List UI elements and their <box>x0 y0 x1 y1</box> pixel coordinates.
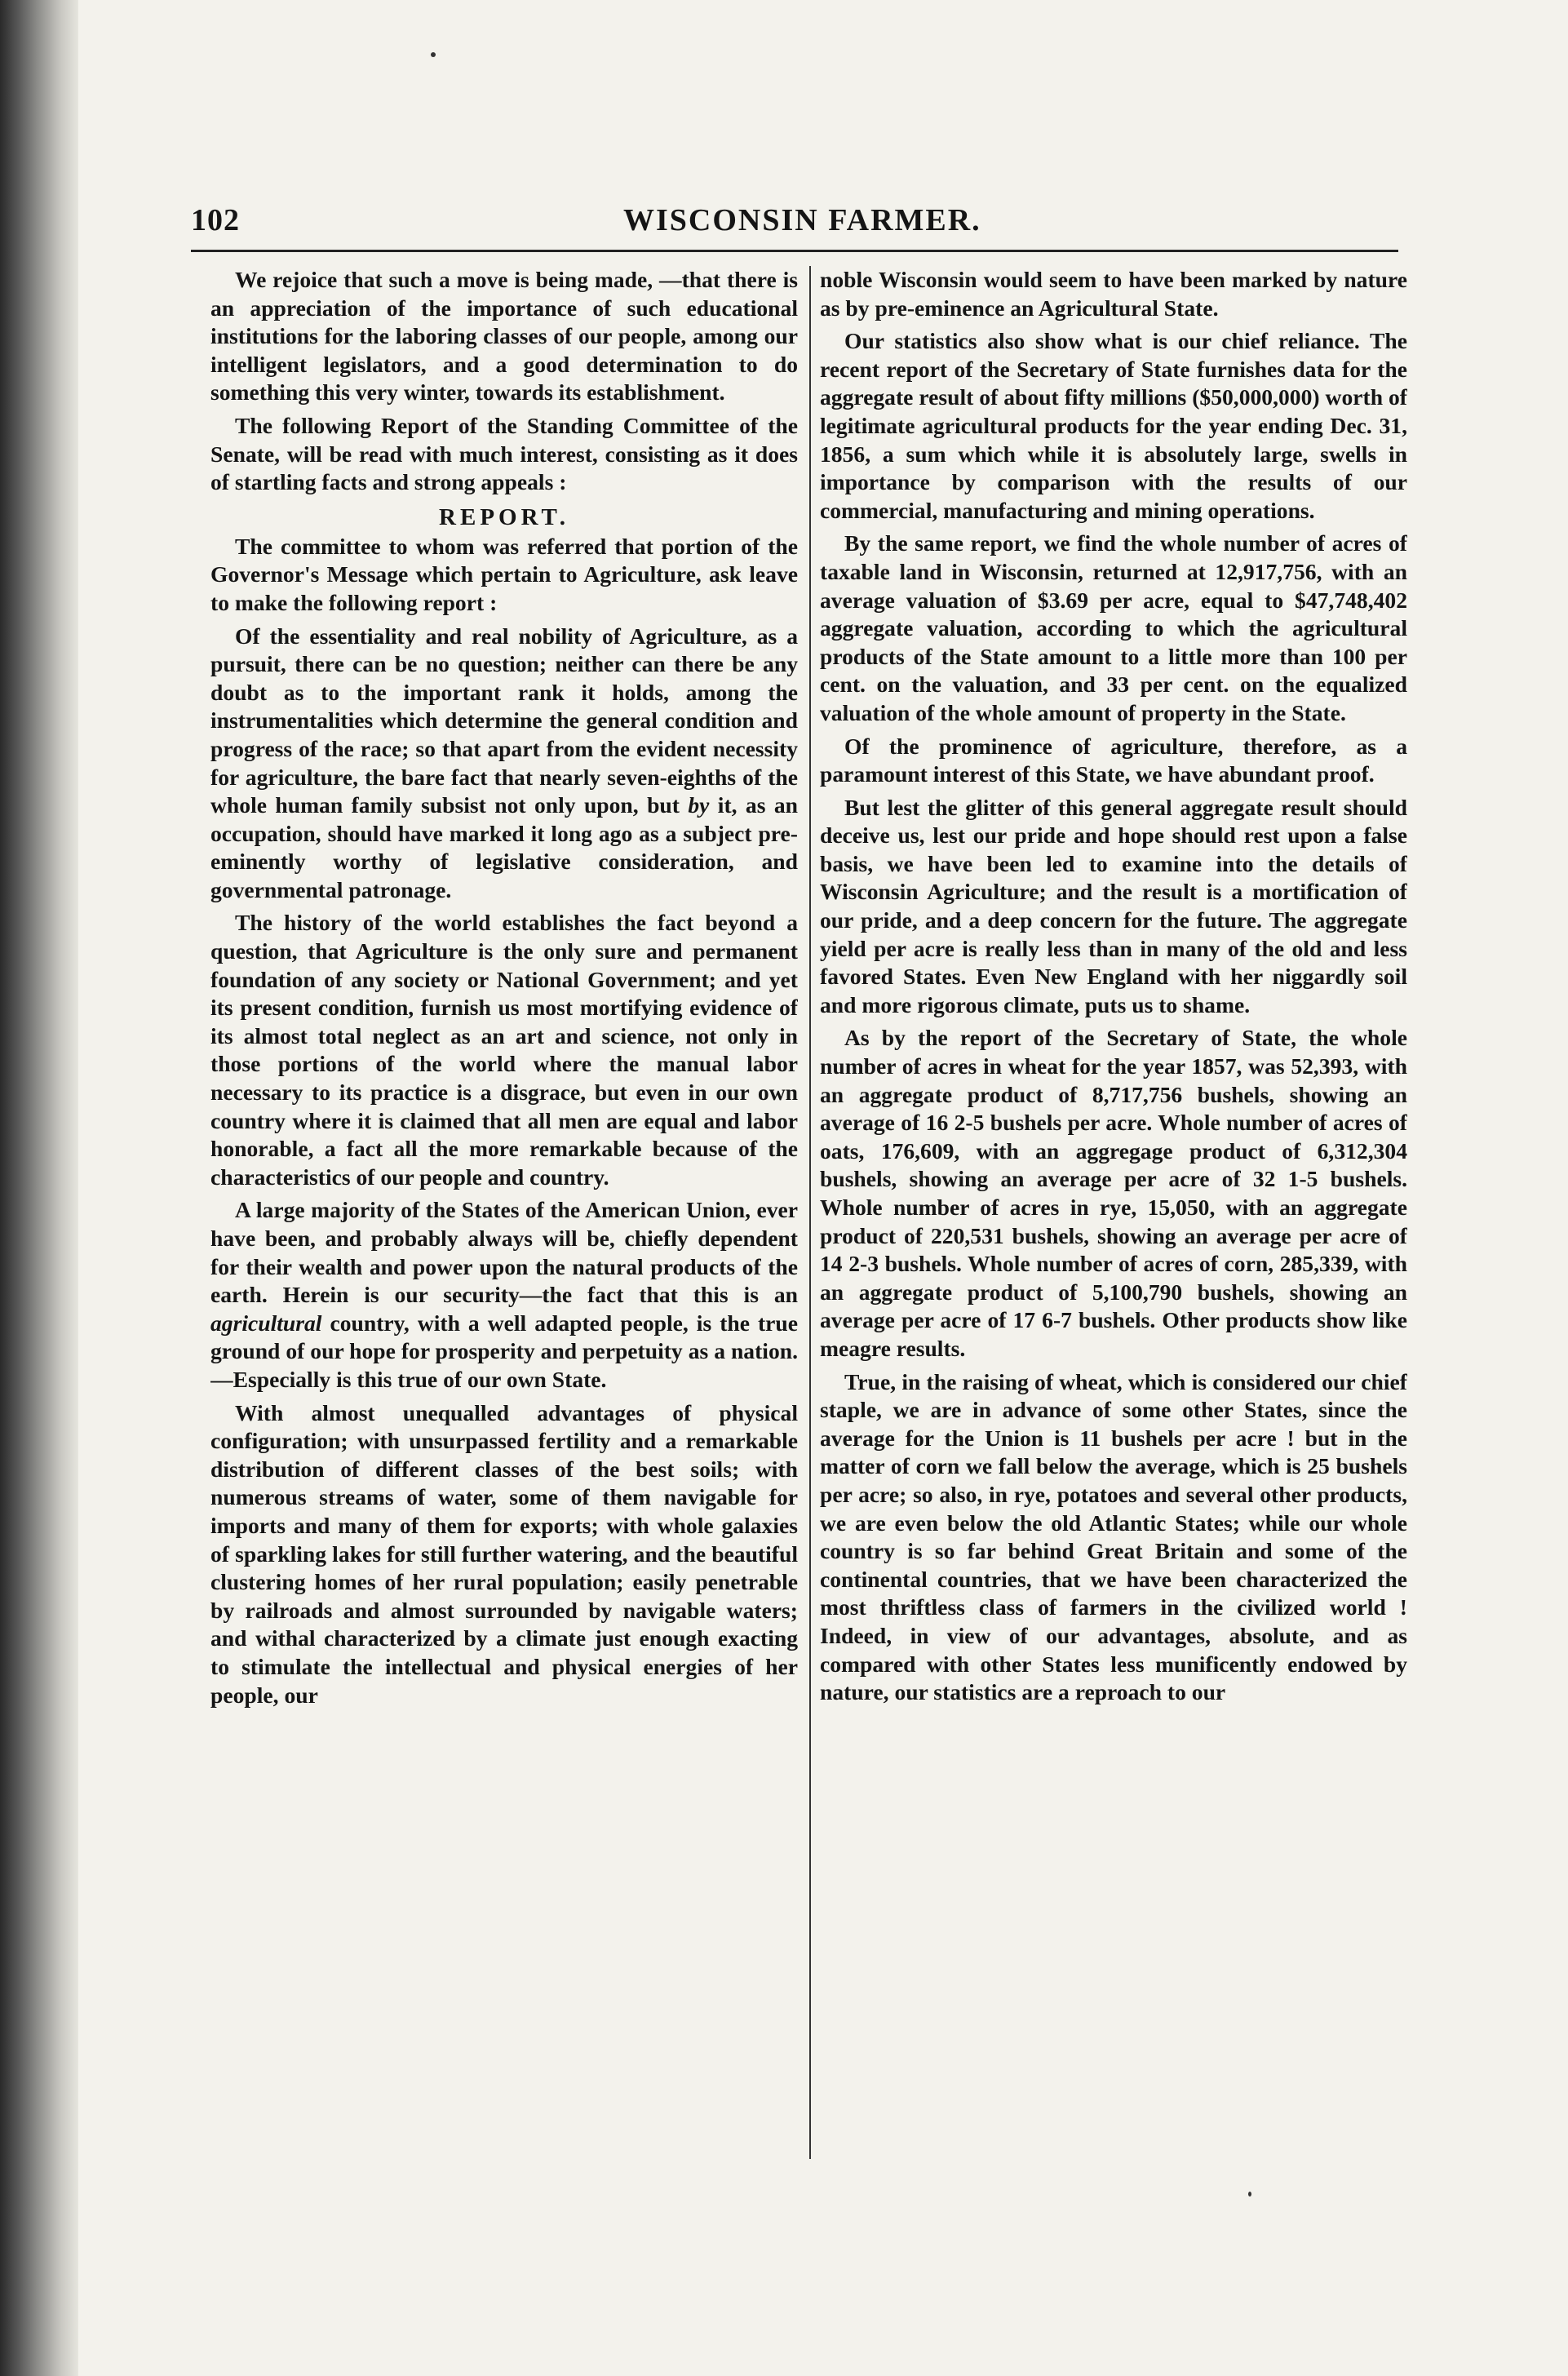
paragraph <box>210 623 798 905</box>
book-binding-shadow <box>0 0 78 2376</box>
text-run: Of the essentiality and real nobility of Agriculture, as a pursuit, there can be no question; neither can there be any doubt as to the important rank it holds, among the instrumentalities which determine the general condition and progress of the race; so that apart from the evident necessity for agriculture, the bare fact that nearly seven-eighths of the whole human family subsist not only upon, but <box>210 623 798 818</box>
paragraph-continued: noble Wisconsin would seem to have been marked by nature as by pre-eminence an Agricultural State. <box>820 267 1407 321</box>
italic-text: agricultural <box>210 1310 322 1336</box>
italic-text: by <box>688 792 710 818</box>
left-column <box>210 266 798 2175</box>
paragraph: With almost unequalled advantages of physical configuration; with unsurpassed fertility and a remarkable distribution of different classes of the best soils; with numerous streams of water, some of them navigable for imports and many of them for exports; with whole galaxies of sparkling lakes for still further watering, and the beautiful clustering homes of her rural population; easily penetrable by railroads and almost surrounded by navigable waters; and withal characterized by a climate just enough exacting to stimulate the intellectual and physical energies of her people, our <box>210 1399 798 1708</box>
ink-speck <box>1248 2192 1251 2196</box>
paragraph: As by the report of the Secretary of State, the whole number of acres in wheat for the year 1857, was 52,393, with an aggregate product of 8,717,756 bushels, showing an average of 16 2-5 bushels per acre. Whole number of acres of oats, 176,609, with an aggregage product of 6,312,304 bushels, showing an average per acre of 32 1-5 bushels. Whole number of acres in rye, 15,050, with an aggregate product of 220,531 bushels, showing an average per acre of 14 2-3 bushels. Whole number of acres of corn, 285,339, with an aggregate product of 5,100,790 bushels, showing an average per acre of 17 6-7 bushels. Other products show like meagre results. <box>820 1025 1407 1361</box>
page-header <box>191 202 1398 252</box>
paragraph: By the same report, we find the whole number of acres of taxable land in Wisconsin, returned at 12,917,756, with an average valuation of $3.69 per acre, equal to $47,748,402 aggregate valuation, according to which the agricultural products of the State amount to a little more than 100 per cent. on the valuation, and 33 per cent. on the equalized valuation of the whole amount of property in the State. <box>820 530 1407 725</box>
ink-speck <box>431 52 436 57</box>
right-column <box>820 266 1407 2175</box>
report-heading: REPORT. <box>439 503 569 530</box>
paragraph <box>210 1196 798 1394</box>
page-number: 102 <box>191 203 240 237</box>
running-title: WISCONSIN FARMER. <box>623 203 981 237</box>
paragraph: The following Report of the Standing Committee of the Senate, will be read with much interest, consisting as it does of startling facts and strong appeals : <box>210 412 798 495</box>
paragraph: The history of the world establishes the fact beyond a question, that Agriculture is the only sure and permanent foundation of any society or National Government; and yet its present condition, furnish us most mortifying evidence of its almost total neglect as an art and science, not only in those portions of the world where the manual labor necessary to its practice is a disgrace, but even in our own country where it is claimed that all men are equal and labor honorable, a fact all the more remarkable because of the characteristics of our people and country. <box>210 910 798 1190</box>
paragraph: Of the prominence of agriculture, therefore, as a paramount interest of this State, we have abundant proof. <box>820 733 1407 787</box>
paragraph: True, in the raising of wheat, which is considered our chief staple, we are in advance of some other States, since the average for the Union is 11 bushels per acre ! but in the matter of corn we fall below the average, which is 25 bushels per acre; so also, in rye, potatoes and several other products, we are even below the old Atlantic States; while our whole country is so far behind Great Britain and some of the continental countries, that we have been characterized the most thriftless class of farmers in the civilized world ! Indeed, in view of our advantages, absolute, and as compared with other States less munificently endowed by nature, our statistics are a reproach to our <box>820 1368 1407 1705</box>
text-run: A large majority of the States of the American Union, ever have been, and probably always will be, chiefly dependent for their wealth and power upon the natural products of the earth. Herein is our security—the fact that this is an <box>210 1197 798 1308</box>
paragraph: Our statistics also show what is our chief reliance. The recent report of the Secretary of State furnishes data for the aggregate result of about fifty millions ($50,000,000) worth of legitimate agricultural products for the year ending Dec. 31, 1856, a sum which while it is absolutely large, swells in importance by comparison with the results of our commercial, manufacturing and mining operations. <box>820 328 1407 523</box>
paragraph: We rejoice that such a move is being made, —that there is an appreciation of the importance of such educational institutions for the laboring classes of our people, among our intelligent legislators, and a good determination to do something this very winter, towards its establishment. <box>210 267 798 406</box>
paragraph: But lest the glitter of this general aggregate result should deceive us, lest our pride and hope should rest upon a false basis, we have been led to examine into the details of Wisconsin Agriculture; and the result is a mortification of our pride, and a deep concern for the future. The aggregate yield per acre is really less than in many of the old and less favored States. Even New England with her niggardly soil and more rigorous climate, puts us to shame. <box>820 794 1407 1017</box>
column-divider <box>809 266 811 2159</box>
text-run: country, with a well adapted people, is the true ground of our hope for prosperity and perpetuity as a nation.—Especially is this true of our own State. <box>210 1310 798 1392</box>
text-run: it, as an occupation, should have marked it long ago as a subject pre-eminently worthy of legislative consideration, and governmental patronage. <box>210 792 798 902</box>
paragraph: The committee to whom was referred that portion of the Governor's Message which pertain to Agriculture, ask leave to make the following report : <box>210 533 798 615</box>
